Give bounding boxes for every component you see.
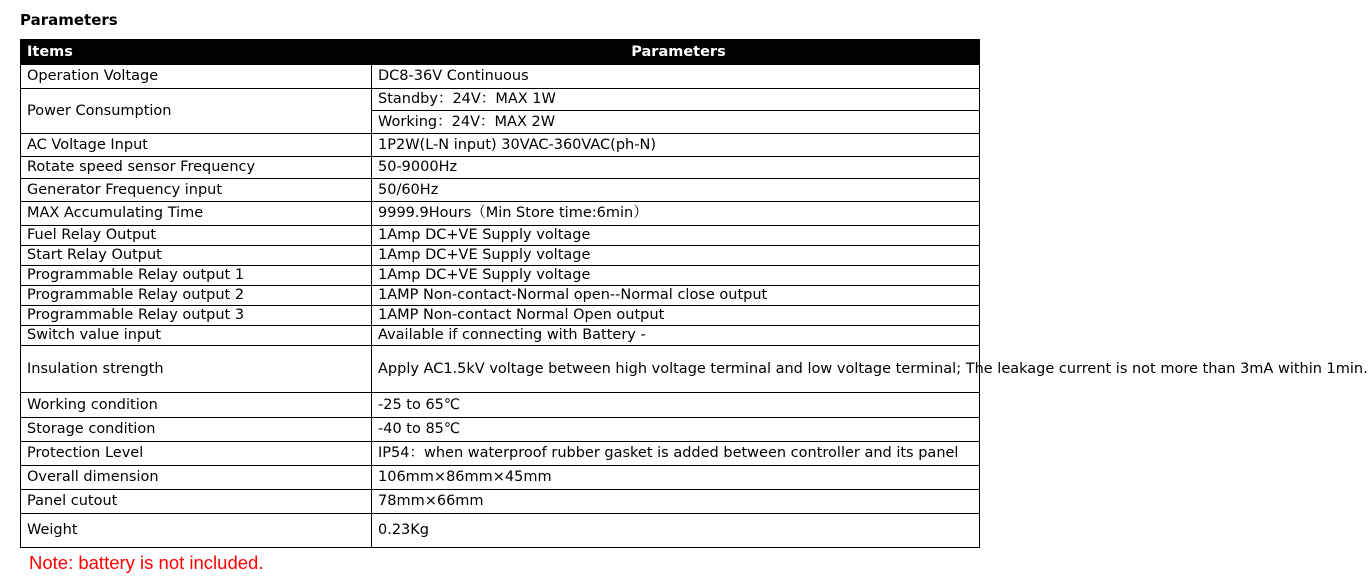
battery-note: Note: battery is not included. xyxy=(29,552,264,573)
table-row xyxy=(21,246,980,266)
section-heading: Parameters xyxy=(20,11,118,29)
item-label: Weight xyxy=(21,514,372,548)
table-row xyxy=(21,286,980,306)
table-row xyxy=(21,346,980,393)
item-label: Insulation strength xyxy=(21,346,372,393)
item-value: 50/60Hz xyxy=(372,179,980,202)
item-value: Standby：24V：MAX 1W xyxy=(372,89,980,111)
parameters-table xyxy=(20,39,1368,548)
item-value: 1P2W(L-N input) 30VAC-360VAC(ph-N) xyxy=(372,134,980,157)
table-row xyxy=(21,514,980,548)
item-value: 1Amp DC+VE Supply voltage xyxy=(372,246,980,266)
item-label: AC Voltage Input xyxy=(21,134,372,157)
table-row xyxy=(21,466,980,490)
item-label: Overall dimension xyxy=(21,466,372,490)
item-value: 9999.9Hours（Min Store time:6min） xyxy=(372,202,980,226)
item-label: Programmable Relay output 3 xyxy=(21,306,372,326)
table-row xyxy=(21,266,980,286)
item-value: 106mm×86mm×45mm xyxy=(372,466,980,490)
table-row xyxy=(21,202,980,226)
item-value: -40 to 85℃ xyxy=(372,418,980,442)
item-value: 1Amp DC+VE Supply voltage xyxy=(372,226,980,246)
column-header-items: Items xyxy=(21,40,372,65)
item-label: Start Relay Output xyxy=(21,246,372,266)
item-value: Working：24V：MAX 2W xyxy=(372,111,980,134)
item-label: Programmable Relay output 1 xyxy=(21,266,372,286)
item-label: Generator Frequency input xyxy=(21,179,372,202)
item-label: Panel cutout xyxy=(21,490,372,514)
item-value: -25 to 65℃ xyxy=(372,393,980,418)
item-value: Available if connecting with Battery - xyxy=(372,326,980,346)
item-value: 50-9000Hz xyxy=(372,157,980,179)
item-value: 0.23Kg xyxy=(372,514,980,548)
item-label: Programmable Relay output 2 xyxy=(21,286,372,306)
item-label: Switch value input xyxy=(21,326,372,346)
table-row xyxy=(21,65,980,89)
table-row xyxy=(21,442,980,466)
table-row xyxy=(21,157,980,179)
item-value: Apply AC1.5kV voltage between high voltage terminal and low voltage terminal; The leakage current is not more than 3mA within 1min. xyxy=(372,346,980,393)
table-row xyxy=(21,393,980,418)
table-row xyxy=(21,134,980,157)
item-value: 1Amp DC+VE Supply voltage xyxy=(372,266,980,286)
item-value: DC8-36V Continuous xyxy=(372,65,980,89)
item-label: Working condition xyxy=(21,393,372,418)
table-header-row xyxy=(21,40,980,65)
item-label: Protection Level xyxy=(21,442,372,466)
table-row xyxy=(21,490,980,514)
table-row xyxy=(21,306,980,326)
item-label: Operation Voltage xyxy=(21,65,372,89)
item-label: MAX Accumulating Time xyxy=(21,202,372,226)
item-value: 1AMP Non-contact Normal Open output xyxy=(372,306,980,326)
item-label: Rotate speed sensor Frequency xyxy=(21,157,372,179)
table-row xyxy=(21,226,980,246)
table-row xyxy=(21,179,980,202)
item-value: IP54：when waterproof rubber gasket is added between controller and its panel xyxy=(372,442,980,466)
item-label: Storage condition xyxy=(21,418,372,442)
item-value: 1AMP Non-contact-Normal open--Normal close output xyxy=(372,286,980,306)
item-label: Fuel Relay Output xyxy=(21,226,372,246)
table-row xyxy=(21,418,980,442)
table-row xyxy=(21,326,980,346)
item-label: Power Consumption xyxy=(21,89,372,134)
item-value: 78mm×66mm xyxy=(372,490,980,514)
table-row xyxy=(21,89,980,111)
column-header-parameters: Parameters xyxy=(372,40,980,65)
